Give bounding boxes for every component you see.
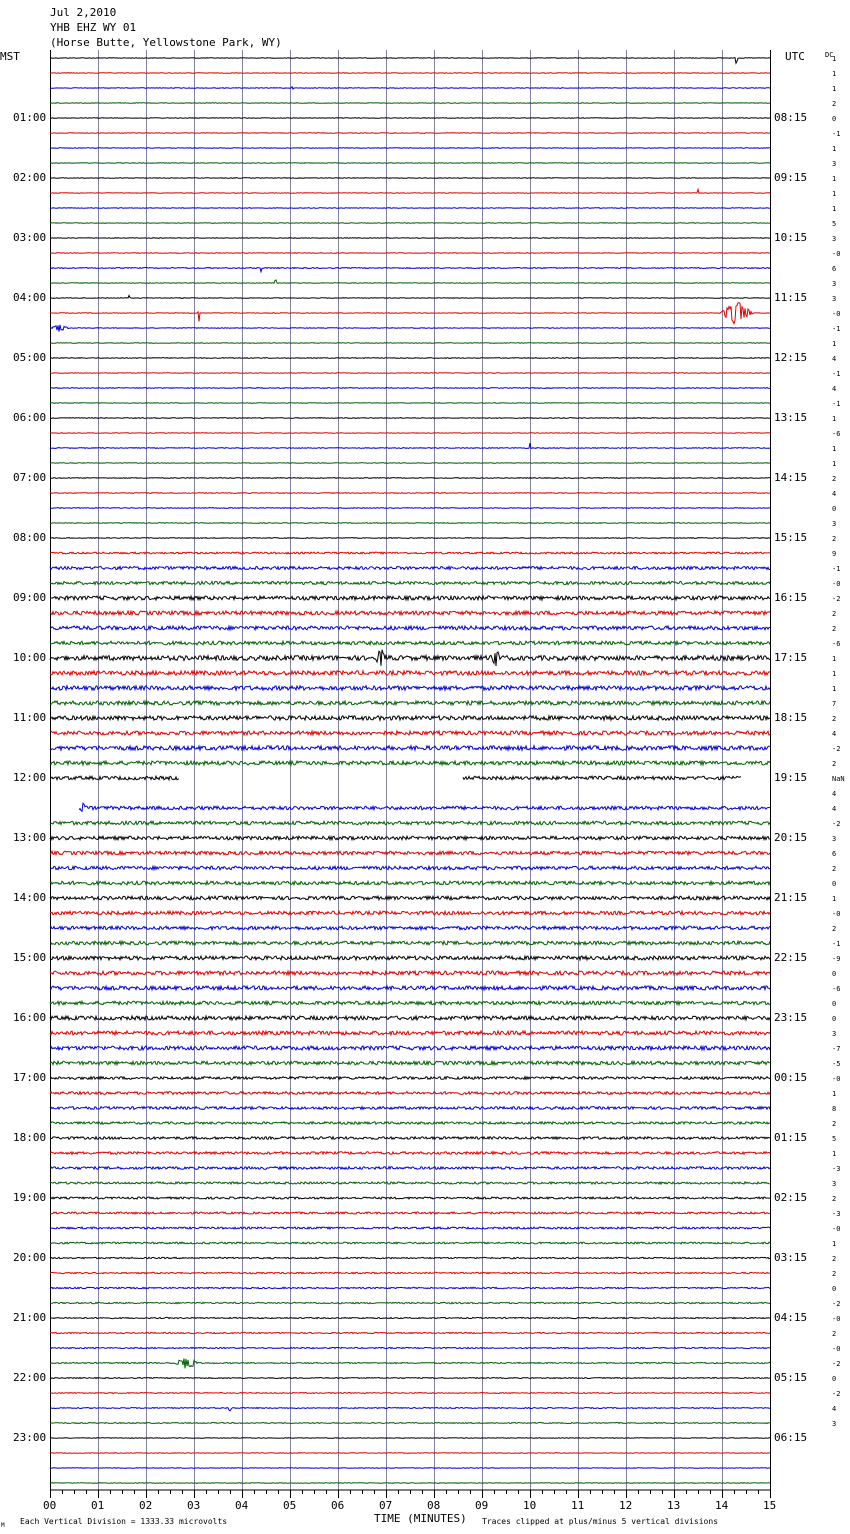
x-axis-title: TIME (MINUTES) <box>374 1512 467 1525</box>
trace-row-94 <box>50 1468 770 1469</box>
dc-offset-row-47: 2 <box>832 760 837 768</box>
trace-row-9 <box>50 189 770 193</box>
hour-label-utc: 15:15 <box>774 531 808 544</box>
trace-row-82 <box>50 1287 770 1288</box>
dc-offset-row-81: 2 <box>832 1270 837 1278</box>
hour-label-utc: 06:15 <box>774 1431 808 1444</box>
hour-label-utc: 00:15 <box>774 1071 808 1084</box>
dc-offset-row-58: 2 <box>832 925 837 933</box>
dc-offset-row-76: 2 <box>832 1195 837 1203</box>
dc-offset-row-67: -5 <box>832 1060 841 1068</box>
hour-label-utc: 17:15 <box>774 651 808 664</box>
hour-label-utc: 03:15 <box>774 1251 808 1264</box>
hour-label-mst: 02:00 <box>13 171 47 184</box>
dc-offset-row-91: 3 <box>832 1420 837 1428</box>
trace-row-63 <box>50 1001 770 1005</box>
x-tick-label: 03 <box>187 1499 201 1512</box>
dc-offset-row-40: 1 <box>832 655 837 663</box>
trace-row-79 <box>50 1242 770 1244</box>
dc-offset-row-4: 0 <box>832 115 837 123</box>
chart-date: Jul 2,2010 <box>50 6 117 19</box>
dc-offset-row-24: 1 <box>832 415 837 423</box>
dc-offset-row-26: 1 <box>832 445 837 453</box>
trace-row-93 <box>50 1453 770 1454</box>
dc-offset-row-88: 0 <box>832 1375 837 1383</box>
trace-row-5 <box>50 133 770 134</box>
trace-row-85 <box>50 1332 770 1333</box>
trace-row-80 <box>50 1257 770 1258</box>
dc-offset-row-87: -2 <box>832 1360 841 1368</box>
trace-row-1 <box>50 73 770 74</box>
dc-offset-row-42: 1 <box>832 685 837 693</box>
dc-offset-row-43: 7 <box>832 700 837 708</box>
trace-row-52 <box>50 836 770 840</box>
dc-offset-row-11: 5 <box>832 220 837 228</box>
trace-row-14 <box>50 268 770 272</box>
x-tick-label: 10 <box>523 1499 537 1512</box>
trace-row-2 <box>50 87 770 89</box>
chart-station: YHB EHZ WY 01 <box>50 21 137 34</box>
dc-offset-row-63: 0 <box>832 1000 837 1008</box>
x-tick-label: 13 <box>667 1499 681 1512</box>
trace-row-53 <box>50 851 770 855</box>
dc-offset-row-83: -2 <box>832 1300 841 1308</box>
hour-label-mst: 21:00 <box>13 1311 47 1324</box>
trace-row-59 <box>50 941 770 945</box>
trace-row-10 <box>50 208 770 209</box>
hour-label-utc: 21:15 <box>774 891 808 904</box>
hour-label-utc: 11:15 <box>774 291 808 304</box>
trace-row-0 <box>50 58 770 64</box>
trace-row-3 <box>50 103 770 104</box>
hour-label-mst: 15:00 <box>13 951 47 964</box>
dc-offset-row-52: 3 <box>832 835 837 843</box>
x-tick-label: 01 <box>91 1499 105 1512</box>
trace-row-67 <box>50 1061 770 1065</box>
dc-offset-row-79: 1 <box>832 1240 837 1248</box>
trace-row-55 <box>50 881 770 885</box>
dc-offset-row-60: -9 <box>832 955 841 963</box>
seismic-traces <box>50 58 770 1484</box>
trace-row-62 <box>50 986 770 990</box>
trace-row-50 <box>79 803 770 811</box>
dc-offset-row-28: 2 <box>832 475 837 483</box>
dc-offset-row-20: 4 <box>832 355 837 363</box>
trace-row-43 <box>50 701 770 705</box>
trace-row-69 <box>50 1092 770 1095</box>
hour-label-mst: 03:00 <box>13 231 47 244</box>
dc-offset-row-21: -1 <box>832 370 841 378</box>
x-tick-label: 06 <box>331 1499 345 1512</box>
hour-label-mst: 07:00 <box>13 471 47 484</box>
hour-label-utc: 22:15 <box>774 951 808 964</box>
trace-row-33 <box>50 552 770 554</box>
dc-offset-row-74: -3 <box>832 1165 841 1173</box>
dc-offset-row-29: 4 <box>832 490 837 498</box>
time-gridlines <box>51 50 771 1491</box>
trace-row-66 <box>50 1046 770 1050</box>
hour-label-mst: 04:00 <box>13 291 47 304</box>
trace-row-76 <box>50 1197 770 1199</box>
dc-offset-row-15: 3 <box>832 280 837 288</box>
trace-row-71 <box>50 1122 770 1124</box>
trace-row-39 <box>50 641 770 645</box>
dc-offset-row-53: 6 <box>832 850 837 858</box>
hour-label-mst: 20:00 <box>13 1251 47 1264</box>
dc-offset-row-8: 1 <box>832 175 837 183</box>
dc-offset-row-84: -0 <box>832 1315 841 1323</box>
trace-row-73 <box>50 1152 770 1155</box>
dc-offset-row-17: -0 <box>832 310 841 318</box>
hour-label-mst: 05:00 <box>13 351 47 364</box>
trace-row-72 <box>50 1137 770 1140</box>
hour-label-utc: 01:15 <box>774 1131 808 1144</box>
x-tick-label: 09 <box>475 1499 489 1512</box>
trace-row-16 <box>50 296 770 299</box>
dc-offset-row-18: -1 <box>832 325 841 333</box>
trace-row-84 <box>50 1317 770 1318</box>
trace-row-95 <box>50 1483 770 1484</box>
dc-offset-row-68: -0 <box>832 1075 841 1083</box>
x-axis-ticks <box>50 1490 771 1498</box>
hour-label-mst: 06:00 <box>13 411 47 424</box>
trace-row-58 <box>50 926 770 930</box>
trace-row-35 <box>50 581 770 584</box>
trace-row-13 <box>50 253 770 254</box>
dc-offset-row-90: 4 <box>832 1405 837 1413</box>
dc-offset-row-78: -0 <box>832 1225 841 1233</box>
trace-row-90 <box>50 1408 770 1411</box>
dc-offset-row-65: 3 <box>832 1030 837 1038</box>
dc-offset-row-16: 3 <box>832 295 837 303</box>
dc-offset-row-71: 2 <box>832 1120 837 1128</box>
hour-label-mst: 10:00 <box>13 651 47 664</box>
dc-offset-row-50: 4 <box>832 805 837 813</box>
hour-label-mst: 16:00 <box>13 1011 47 1024</box>
scale-note: Each Vertical Division = 1333.33 microvolts <box>20 1517 228 1526</box>
dc-offset-row-23: -1 <box>832 400 841 408</box>
dc-offset-row-39: -6 <box>832 640 841 648</box>
hour-label-utc: 14:15 <box>774 471 808 484</box>
trace-row-44 <box>50 716 770 720</box>
trace-row-34 <box>50 566 770 569</box>
trace-row-38 <box>50 626 770 630</box>
hour-label-utc: 16:15 <box>774 591 808 604</box>
dc-offset-row-72: 5 <box>832 1135 837 1143</box>
trace-row-81 <box>50 1272 770 1273</box>
hour-label-mst: 01:00 <box>13 111 47 124</box>
dc-offset-row-64: 0 <box>832 1015 837 1023</box>
trace-row-26 <box>50 443 770 448</box>
dc-offset-row-32: 2 <box>832 535 837 543</box>
dc-offset-row-49: 4 <box>832 790 837 798</box>
hour-label-utc: 23:15 <box>774 1011 808 1024</box>
dc-offset-row-1: 1 <box>832 70 837 78</box>
dc-offset-row-36: -2 <box>832 595 841 603</box>
trace-row-8 <box>50 178 770 179</box>
hour-label-utc: 19:15 <box>774 771 808 784</box>
trace-row-47 <box>50 761 770 765</box>
trace-row-46 <box>50 746 770 750</box>
dc-offset-row-70: 8 <box>832 1105 837 1113</box>
dc-offset-row-34: -1 <box>832 565 841 573</box>
dc-offset-row-66: -7 <box>832 1045 841 1053</box>
dc-offset-row-9: 1 <box>832 190 837 198</box>
hour-label-mst: 23:00 <box>13 1431 47 1444</box>
trace-row-61 <box>50 971 770 975</box>
dc-offset-row-41: 1 <box>832 670 837 678</box>
trace-row-65 <box>50 1031 770 1035</box>
hour-label-mst: 09:00 <box>13 591 47 604</box>
dc-offset-row-0: 1 <box>832 55 837 63</box>
trace-row-83 <box>50 1302 770 1303</box>
dc-offset-row-25: -6 <box>832 430 841 438</box>
trace-row-32 <box>50 538 770 539</box>
trace-row-51 <box>50 821 770 825</box>
hour-label-utc: 20:15 <box>774 831 808 844</box>
x-tick-label: 02 <box>139 1499 153 1512</box>
trace-row-40 <box>50 650 770 666</box>
hour-label-mst: 18:00 <box>13 1131 47 1144</box>
chart-location: (Horse Butte, Yellowstone Park, WY) <box>50 36 282 49</box>
trace-row-28 <box>50 478 770 479</box>
dc-offset-row-14: 6 <box>832 265 837 273</box>
dc-offset-row-62: -6 <box>832 985 841 993</box>
trace-row-31 <box>50 523 770 524</box>
trace-row-29 <box>50 493 770 494</box>
x-tick-label: 07 <box>379 1499 393 1512</box>
x-tick-label: 14 <box>715 1499 729 1512</box>
hour-label-mst: 08:00 <box>13 531 47 544</box>
trace-row-88 <box>50 1378 770 1379</box>
trace-row-21 <box>50 373 770 374</box>
x-tick-label: 12 <box>619 1499 633 1512</box>
dc-offset-row-6: 1 <box>832 145 837 153</box>
dc-offset-row-10: 1 <box>832 205 837 213</box>
trace-row-18 <box>50 325 770 332</box>
dc-offset-row-31: 3 <box>832 520 837 528</box>
dc-offset-row-77: -3 <box>832 1210 841 1218</box>
dc-offset-row-3: 2 <box>832 100 837 108</box>
trace-row-6 <box>50 148 770 149</box>
trace-row-57 <box>50 911 770 915</box>
hour-label-utc: 12:15 <box>774 351 808 364</box>
dc-offset-row-59: -1 <box>832 940 841 948</box>
trace-row-20 <box>50 358 770 359</box>
dc-offset-row-80: 2 <box>832 1255 837 1263</box>
x-tick-label: 00 <box>43 1499 57 1512</box>
dc-offset-row-73: 1 <box>832 1150 837 1158</box>
hour-label-utc: 08:15 <box>774 111 808 124</box>
hour-label-utc: 05:15 <box>774 1371 808 1384</box>
x-tick-label: 11 <box>571 1499 585 1512</box>
hour-label-utc: 04:15 <box>774 1311 808 1324</box>
x-tick-label: 15 <box>763 1499 777 1512</box>
trace-row-75 <box>50 1182 770 1184</box>
trace-row-48 <box>50 776 741 780</box>
trace-row-12 <box>50 238 770 239</box>
hour-label-mst: 12:00 <box>13 771 47 784</box>
hour-label-utc: 09:15 <box>774 171 808 184</box>
trace-row-22 <box>50 388 770 389</box>
dc-offset-row-89: -2 <box>832 1390 841 1398</box>
x-tick-label: 04 <box>235 1499 249 1512</box>
trace-row-68 <box>50 1077 770 1080</box>
hour-label-utc: 13:15 <box>774 411 808 424</box>
dc-offset-row-5: -1 <box>832 130 841 138</box>
trace-row-87 <box>50 1359 770 1369</box>
clip-note: Traces clipped at plus/minus 5 vertical divisions <box>482 1517 719 1526</box>
hour-label-utc: 02:15 <box>774 1191 808 1204</box>
trace-row-15 <box>50 280 770 283</box>
dc-offset-row-12: 3 <box>832 235 837 243</box>
trace-row-17 <box>50 303 770 324</box>
dc-offset-row-13: -0 <box>832 250 841 258</box>
dc-offset-row-19: 1 <box>832 340 837 348</box>
dc-offset-row-55: 0 <box>832 880 837 888</box>
dc-offset-row-46: -2 <box>832 745 841 753</box>
trace-row-54 <box>50 866 770 870</box>
dc-offset-row-48: NaN <box>832 775 845 783</box>
dc-offset-row-45: 4 <box>832 730 837 738</box>
trace-row-24 <box>50 418 770 419</box>
trace-row-27 <box>50 463 770 464</box>
dc-offset-row-44: 2 <box>832 715 837 723</box>
trace-row-25 <box>50 433 770 434</box>
dc-label: DC <box>825 51 834 59</box>
dc-offset-row-51: -2 <box>832 820 841 828</box>
trace-row-64 <box>50 1016 770 1020</box>
dc-offset-row-56: 1 <box>832 895 837 903</box>
trace-row-60 <box>50 956 770 960</box>
trace-row-7 <box>50 163 770 164</box>
trace-row-77 <box>50 1212 770 1214</box>
trace-row-56 <box>50 896 770 900</box>
dc-offset-row-82: 0 <box>832 1285 837 1293</box>
trace-row-78 <box>50 1227 770 1229</box>
trace-row-19 <box>50 343 770 344</box>
dc-offset-row-57: -0 <box>832 910 841 918</box>
dc-offset-row-61: 0 <box>832 970 837 978</box>
dc-offset-row-69: 1 <box>832 1090 837 1098</box>
trace-row-45 <box>50 731 770 735</box>
hour-label-utc: 18:15 <box>774 711 808 724</box>
trace-row-36 <box>50 596 770 600</box>
trace-row-41 <box>50 671 770 675</box>
trace-row-74 <box>50 1167 770 1170</box>
right-axis-title: UTC <box>785 50 805 63</box>
trace-row-86 <box>50 1347 770 1348</box>
hour-label-mst: 11:00 <box>13 711 47 724</box>
trace-row-11 <box>50 223 770 224</box>
trace-row-30 <box>50 508 770 509</box>
dc-offset-row-27: 1 <box>832 460 837 468</box>
trace-row-92 <box>50 1438 770 1439</box>
hour-label-utc: 10:15 <box>774 231 808 244</box>
hour-label-mst: 13:00 <box>13 831 47 844</box>
dc-offset-row-75: 3 <box>832 1180 837 1188</box>
dc-offset-row-30: 0 <box>832 505 837 513</box>
dc-offset-row-86: -0 <box>832 1345 841 1353</box>
trace-row-4 <box>50 118 770 119</box>
left-axis-title: MST <box>0 50 20 63</box>
trace-row-37 <box>50 611 770 615</box>
hour-label-mst: 17:00 <box>13 1071 47 1084</box>
dc-offset-row-22: 4 <box>832 385 837 393</box>
trace-row-91 <box>50 1423 770 1424</box>
x-tick-label: 08 <box>427 1499 441 1512</box>
dc-offset-row-37: 2 <box>832 610 837 618</box>
dc-offset-row-85: 2 <box>832 1330 837 1338</box>
trace-row-70 <box>50 1107 770 1110</box>
dc-offset-row-38: 2 <box>832 625 837 633</box>
dc-offset-row-54: 2 <box>832 865 837 873</box>
dc-offset-row-35: -0 <box>832 580 841 588</box>
hour-label-mst: 14:00 <box>13 891 47 904</box>
dc-offset-row-7: 3 <box>832 160 837 168</box>
corner-mark: M <box>1 1522 5 1529</box>
x-tick-label: 05 <box>283 1499 297 1512</box>
dc-offset-row-2: 1 <box>832 85 837 93</box>
hour-label-mst: 22:00 <box>13 1371 47 1384</box>
trace-row-42 <box>50 686 770 690</box>
trace-row-89 <box>50 1393 770 1394</box>
dc-offset-row-33: 9 <box>832 550 837 558</box>
hour-label-mst: 19:00 <box>13 1191 47 1204</box>
trace-row-23 <box>50 403 770 404</box>
